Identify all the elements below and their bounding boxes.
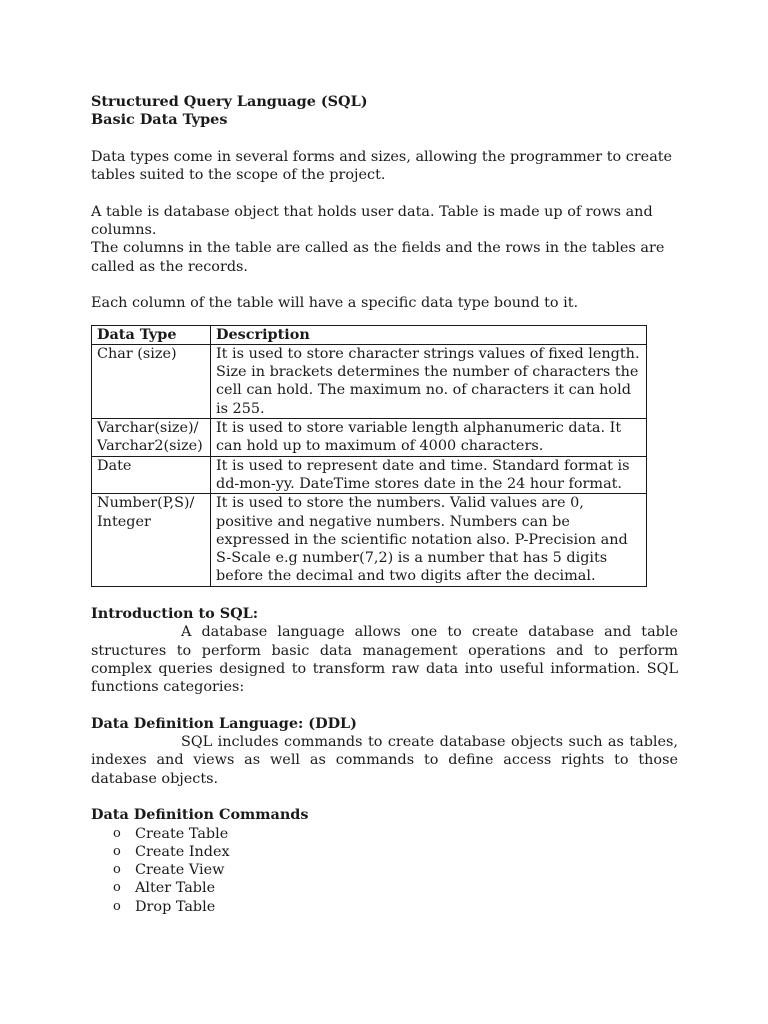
bullet-marker: o <box>113 880 121 896</box>
table-row <box>92 456 647 494</box>
command-label: Create Table <box>135 825 229 842</box>
cell-data-type: Date <box>92 456 211 494</box>
cell-description: It is used to store the numbers. Valid values are 0, positive and negative numbers. Numbers can be expressed in the scientific notation also. P-Precision and S-Scale e.g number(7,2) is a number that has 5 digits before the decimal and two digits after the decimal. <box>211 494 647 586</box>
table-header-row <box>92 325 647 344</box>
header-description: Description <box>211 325 647 344</box>
table-definition-paragraph: A table is database object that holds user data. Table is made up of rows and columns. <box>91 203 653 239</box>
cell-description: It is used to represent date and time. Standard format is dd-mon-yy. DateTime stores date in the 24 hour format. <box>211 456 647 494</box>
command-label: Create Index <box>135 843 230 860</box>
ddl-heading: Data Definition Language: (DDL) <box>91 714 357 732</box>
cell-description: It is used to store character strings values of fixed length. Size in brackets determines the number of characters the cell can hold. The maximum no. of characters it can hold is 255. <box>211 344 647 418</box>
bullet-marker: o <box>113 862 121 878</box>
cell-description: It is used to store variable length alphanumeric data. It can hold up to maximum of 4000 characters. <box>211 419 647 457</box>
document-subtitle: Basic Data Types <box>91 111 228 129</box>
command-label: Create View <box>135 862 225 879</box>
list-item <box>113 879 678 897</box>
intro-paragraph: Data types come in several forms and sizes, allowing the programmer to create tables suited to the scope of the project. <box>91 148 673 184</box>
commands-list <box>91 825 678 916</box>
command-label: Drop Table <box>135 898 216 915</box>
intro-sql-text: A database language allows one to create database and table structures to perform basic data management operations and to perform complex queries designed to transform raw data into useful information. SQL functions categories: <box>91 624 678 696</box>
columns-rows-paragraph: The columns in the table are called as the fields and the rows in the tables are called as the records. <box>91 240 665 275</box>
list-item <box>113 825 678 843</box>
data-type-paragraph: Each column of the table will have a specific data type bound to it. <box>91 295 579 312</box>
table-row <box>92 419 647 457</box>
list-item <box>113 861 678 879</box>
cell-data-type: Char (size) <box>92 344 211 418</box>
document-page <box>91 93 678 916</box>
list-item <box>113 843 678 861</box>
table-row <box>92 494 647 586</box>
command-label: Alter Table <box>135 880 216 897</box>
document-title: Structured Query Language (SQL) <box>91 93 368 110</box>
intro-sql-heading: Introduction to SQL: <box>91 605 259 623</box>
bullet-marker: o <box>113 825 121 841</box>
cell-data-type: Number(P,S)/ Integer <box>92 494 211 586</box>
bullet-marker: o <box>113 898 121 914</box>
data-types-table <box>91 325 647 587</box>
cell-data-type: Varchar(size)/ Varchar2(size) <box>92 419 211 457</box>
bullet-marker: o <box>113 843 121 859</box>
ddl-text: SQL includes commands to create database objects such as tables, indexes and views as well as commands to define access rights to those database objects. <box>91 734 678 787</box>
header-data-type: Data Type <box>92 325 211 344</box>
commands-heading: Data Definition Commands <box>91 806 309 824</box>
list-item <box>113 898 678 916</box>
table-row <box>92 344 647 418</box>
